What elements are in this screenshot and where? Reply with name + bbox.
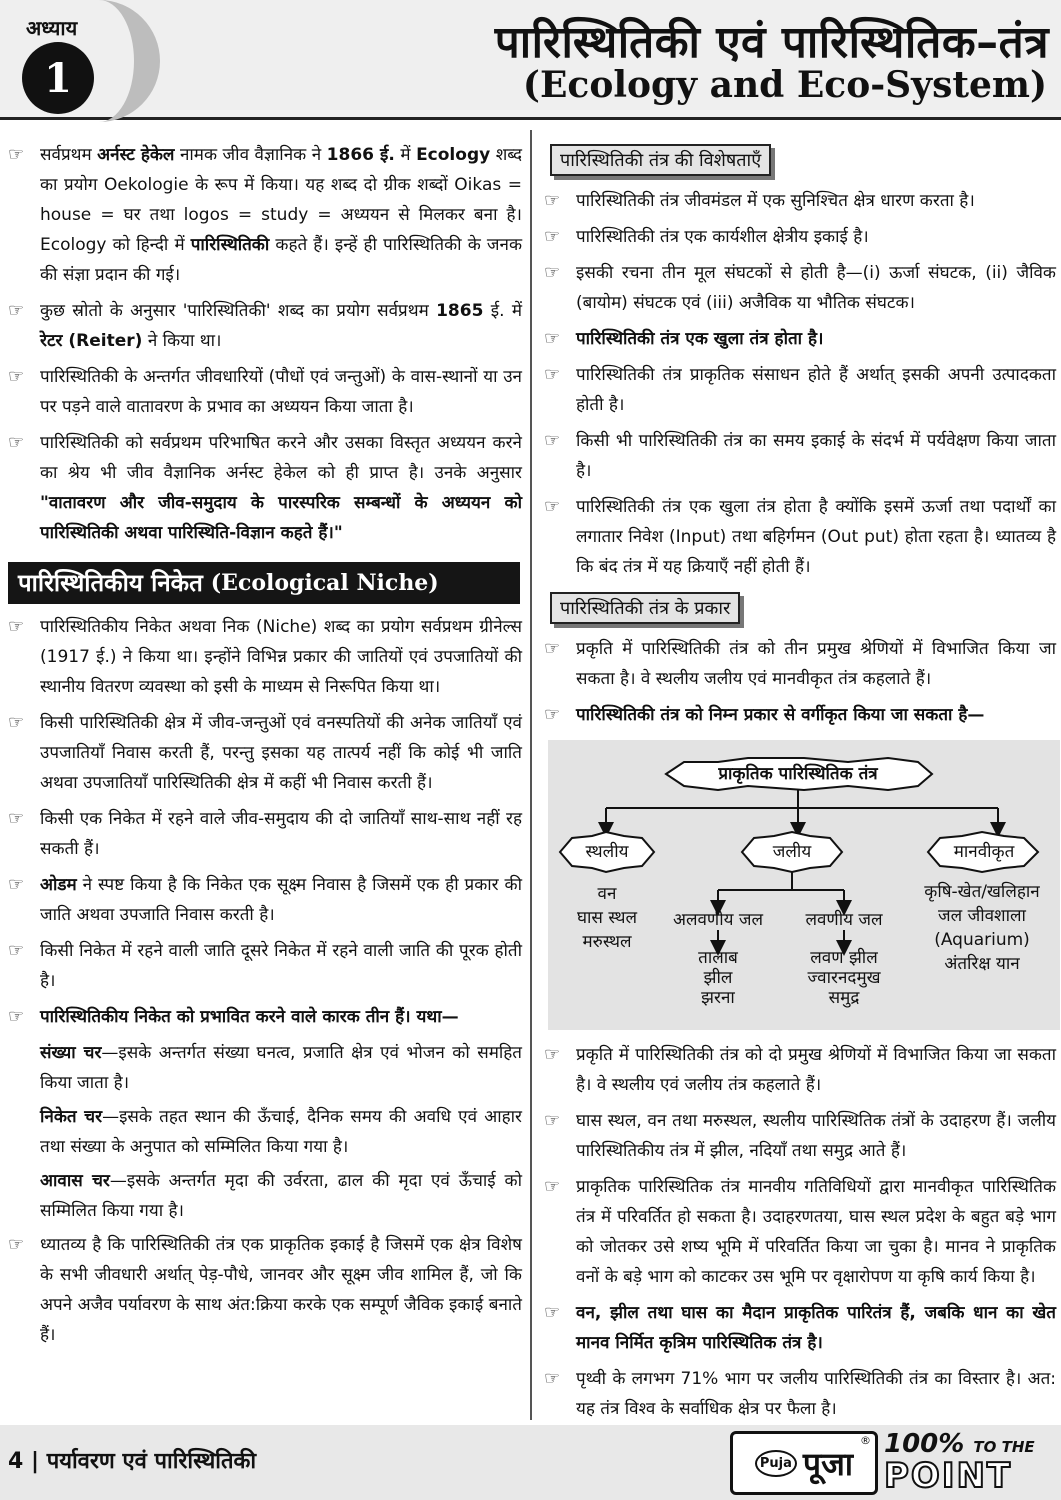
- text: पारिस्थितिकी तंत्र जीवमंडल में एक सुनिश्चित क्षेत्र धारण करता है।: [576, 191, 975, 211]
- diagram-saline-label: लवणीय जल: [805, 910, 883, 930]
- pointing-hand-icon: ☞: [544, 364, 561, 385]
- text: ने स्पष्ट किया है कि निकेत एक सूक्ष्म निवास है जिसमें एक ही प्रकार की जाति अथवा उपजाति निवास करती है।: [40, 875, 522, 925]
- section-heading-features: पारिस्थितिकी तंत्र की विशेषताएँ: [550, 144, 771, 176]
- text-bold: Ecology: [416, 145, 491, 165]
- types-point-6: [544, 1298, 1056, 1358]
- column-divider: [530, 130, 532, 1420]
- ecosystem-classification-diagram: [548, 740, 1060, 1030]
- diagram-terrestrial-label: स्थलीय: [585, 842, 629, 862]
- page-number: 4: [8, 1449, 24, 1474]
- text: पारिस्थितिकी तंत्र प्राकृतिक संसाधन होते हैं अर्थात् इसकी अपनी उत्पादकता होती है।: [576, 365, 1056, 415]
- niche-point-7: [8, 1230, 522, 1350]
- diagram-human-items: कृषि-खेत/खलिहान जल जीवशाला (Aquarium) अंतरिक्ष यान: [924, 882, 1040, 974]
- niche-point-4: [8, 870, 522, 930]
- text-bold: आवास चर: [40, 1171, 110, 1191]
- pointing-hand-icon: ☞: [544, 328, 561, 349]
- niche-point-1: [8, 612, 522, 702]
- footer-running-title: [8, 1445, 256, 1475]
- factor-number-variable: [8, 1038, 522, 1098]
- paragraph-reiter: [8, 296, 522, 356]
- text: किसी भी पारिस्थितिकी तंत्र का समय इकाई के संदर्भ में पर्यवेक्षण किया जाता है।: [576, 431, 1056, 481]
- text: घास स्थल, वन तथा मरुस्थल, स्थलीय पारिस्थितिक तंत्रों के उदाहरण हैं। जलीय पारिस्थितिकीय तंत्र में झील, नदियाँ तथा समुद्र आते हैं।: [576, 1111, 1056, 1161]
- feature-point-2: [544, 222, 1056, 252]
- chapter-header: [0, 0, 1061, 120]
- text: में: [394, 145, 417, 165]
- feature-point-1: [544, 186, 1056, 216]
- text: पृथ्वी के लगभग 71% भाग पर जलीय पारिस्थितिकी तंत्र का विस्तार है। अत: यह तंत्र विश्व के सर्वाधिक क्षेत्र पर फैला है।: [576, 1369, 1056, 1419]
- types-point-3: [544, 1040, 1056, 1100]
- left-column: [8, 140, 522, 1356]
- diagram-saline-items: लवण झील ज्वारनदमुख समुद्र: [807, 948, 881, 1008]
- pointing-hand-icon: ☞: [544, 704, 561, 725]
- pointing-hand-icon: ☞: [8, 808, 25, 829]
- text: कहते हैं। इन्हें ही पारिस्थितिकी के जनक की संज्ञा प्रदान की गई।: [40, 235, 522, 285]
- types-point-1: [544, 634, 1056, 694]
- heading-english: (Ecological Niche): [210, 570, 439, 596]
- text: नामक जीव वैज्ञानिक ने: [174, 145, 327, 165]
- text: पारिस्थितिकी तंत्र एक खुला तंत्र होता है क्योंकि इसमें ऊर्जा तथा पदार्थों का लगातार निवेश (Input) तथा बहिर्गमन (Out put) होता रहता है। ध्यातव्य है कि बंद तंत्र में यह क्रियाएँ नहीं होती हैं।: [576, 497, 1056, 577]
- text: —इसके अन्तर्गत मृदा की उर्वरता, ढाल की मृदा एवं ऊँचाई को सम्मिलित किया गया है।: [40, 1171, 522, 1221]
- page-footer: [0, 1425, 1061, 1500]
- text: पारिस्थितिकी को सर्वप्रथम परिभाषित करने और उसका विस्तृत अध्ययन करने का श्रेय भी जीव वैज्ञानिक अर्नस्ट हेकेल को ही प्राप्त है। उनके अनुसार: [40, 433, 522, 483]
- text: पारिस्थितिकी तंत्र एक कार्यशील क्षेत्रीय इकाई है।: [576, 227, 869, 247]
- chapter-number: 1: [22, 42, 94, 114]
- text: प्राकृतिक पारिस्थितिक तंत्र मानवीय गतिविधियों द्वारा मानवीकृत पारिस्थितिक तंत्र में परिवर्तित हो सकता है। उदाहरणतया, घास स्थल प्रदेश के बहुत बड़े भाग को जोतकर उसे शष्य भूमि में परिवर्तित किया जा चुका है। मानव ने प्राकृतिक वनों के बड़े भाग को काटकर उस भूमि पर वृक्षारोपण या कृषि कार्य किया है।: [576, 1177, 1056, 1287]
- pointing-hand-icon: ☞: [8, 874, 25, 895]
- paragraph-definition: [8, 428, 522, 548]
- text: सर्वप्रथम: [40, 145, 98, 165]
- pointing-hand-icon: ☞: [544, 1368, 561, 1389]
- heading-hindi: पारिस्थितिकीय निकेत: [18, 569, 203, 597]
- factor-niche-variable: [8, 1102, 522, 1162]
- right-column: [544, 140, 1056, 1430]
- pointing-hand-icon: ☞: [8, 300, 25, 321]
- text: पारिस्थितिकीय निकेत अथवा निक (Niche) शब्द का प्रयोग सर्वप्रथम ग्रीनेल्स (1917 ई.) ने किया था। इन्होंने विभिन्न प्रकार की जातियों एवं उपजातियों की स्थानीय वितरण व्यवस्था को इसी के माध्यम से निरूपित किया था।: [40, 617, 522, 697]
- pointing-hand-icon: ☞: [544, 226, 561, 247]
- text: —इसके अन्तर्गत संख्या घनत्व, प्रजाति क्षेत्र एवं भोजन को समहित किया जाता है।: [40, 1043, 522, 1093]
- text: वन, झील तथा घास का मैदान प्राकृतिक पारितंत्र हैं, जबकि धान का खेत मानव निर्मित कृत्रिम पारिस्थितिक तंत्र है।: [576, 1303, 1056, 1353]
- pointing-hand-icon: ☞: [544, 1302, 561, 1323]
- publisher-logo-name: पूजा: [802, 1444, 854, 1483]
- pointing-hand-icon: ☞: [544, 190, 561, 211]
- book-title: पर्यावरण एवं पारिस्थितिकी: [46, 1449, 257, 1474]
- types-point-2: [544, 700, 1056, 730]
- text-bold: पारिस्थितिकी: [190, 235, 270, 255]
- pointing-hand-icon: ☞: [8, 940, 25, 961]
- text: किसी पारिस्थितिकी क्षेत्र में जीव-जन्तुओं एवं वनस्पतियों की अनेक जातियाँ एवं उपजातियाँ निवास करती हैं, परन्तु इसका यह तात्पर्य नहीं कि कोई भी जाति अथवा उपजातियाँ पारिस्थितिकी क्षेत्र में कहीं भी निवास करती हैं।: [40, 713, 522, 793]
- diagram-root-label: प्राकृतिक पारिस्थितिक तंत्र: [718, 764, 878, 784]
- publisher-logo-small: Puja: [755, 1450, 797, 1477]
- paragraph-haeckel: [8, 140, 522, 290]
- pointing-hand-icon: ☞: [544, 1110, 561, 1131]
- slogan-to-the: TO THE: [973, 1438, 1035, 1456]
- text-bold: 1865: [436, 301, 484, 321]
- text: इसकी रचना तीन मूल संघटकों से होती है—(i) ऊर्जा संघटक, (ii) जैविक (बायोम) संघटक एवं (iii) अजैविक या भौतिक संघटक।: [576, 263, 1056, 313]
- text: —इसके तहत स्थान की ऊँचाई, दैनिक समय की अवधि एवं आहार तथा संख्या के अनुपात को सम्मिलित किया गया है।: [40, 1107, 522, 1157]
- footer-separator: |: [30, 1449, 40, 1474]
- section-heading-ecological-niche: [8, 562, 520, 604]
- pointing-hand-icon: ☞: [8, 144, 25, 165]
- feature-point-6: [544, 426, 1056, 486]
- types-point-4: [544, 1106, 1056, 1166]
- chapter-label: अध्याय: [26, 16, 78, 40]
- text-bold: ओडम: [40, 875, 77, 895]
- feature-point-4: [544, 324, 1056, 354]
- pointing-hand-icon: ☞: [544, 1176, 561, 1197]
- slogan-badge: [884, 1429, 1054, 1495]
- diagram-aquatic-label: जलीय: [772, 842, 812, 862]
- text: पारिस्थितिकी के अन्तर्गत जीवधारियों (पौधों एवं जन्तुओं) के वास-स्थानों या उन पर पड़ने वाले वातावरण के प्रभाव का अध्ययन किया जाता है।: [40, 367, 522, 417]
- text: पारिस्थितिकी तंत्र को निम्न प्रकार से वर्गीकृत किया जा सकता है—: [576, 705, 985, 725]
- pointing-hand-icon: ☞: [544, 496, 561, 517]
- slogan-point: POINT: [884, 1456, 1013, 1496]
- niche-point-6: [8, 1002, 522, 1032]
- text-bold: 1866 ई.: [326, 145, 395, 165]
- niche-point-3: [8, 804, 522, 864]
- feature-point-3: [544, 258, 1056, 318]
- chapter-title-hindi: पारिस्थितिकी एवं पारिस्थितिक–तंत्र: [494, 17, 1049, 68]
- niche-point-2: [8, 708, 522, 798]
- text: ने किया था।: [142, 331, 222, 351]
- text: पारिस्थितिकीय निकेत को प्रभावित करने वाले कारक तीन हैं। यथा—: [40, 1007, 459, 1027]
- factor-habitat-variable: [8, 1166, 522, 1226]
- text: ध्यातव्य है कि पारिस्थितिकी तंत्र एक प्राकृतिक इकाई है जिसमें एक क्षेत्र विशेष के सभी जीवधारी अर्थात् पेड़-पौधे, जानवर और सूक्ष्म जीव शामिल हैं, जो कि अपने अजैव पर्यावरण के साथ अंत:क्रिया करके एक सम्पूर्ण जैविक इकाई बनाते हैं।: [40, 1235, 522, 1345]
- diagram-freshwater-items: तालाब झील झरना: [698, 948, 738, 1008]
- text: किसी निकेत में रहने वाली जाति दूसरे निकेत में रहने वाली जाति की पूरक होती है।: [40, 941, 522, 991]
- diagram-human-label: मानवीकृत: [953, 842, 1015, 862]
- pointing-hand-icon: ☞: [8, 616, 25, 637]
- slogan-top: [884, 1429, 1054, 1459]
- slogan-percent: 100%: [884, 1429, 965, 1459]
- feature-point-7: [544, 492, 1056, 582]
- diagram-freshwater-label: अलवणीय जल: [672, 910, 764, 930]
- text-bold: अर्नस्ट हेकेल: [97, 145, 175, 165]
- text: शब्द का प्रयोग Oekologie के रूप में किया। यह शब्द दो ग्रीक शब्दों Oikas = house = घर तथा logos = study = अध्ययन से मिलकर बना है। Ecology को हिन्दी में: [40, 145, 522, 255]
- pointing-hand-icon: ☞: [544, 262, 561, 283]
- diagram-terrestrial-items: वन घास स्थल मरुस्थल: [576, 884, 637, 952]
- text: कुछ स्रोतो के अनुसार 'पारिस्थितिकी' शब्द का प्रयोग सर्वप्रथम: [40, 301, 437, 321]
- section-heading-types: पारिस्थितिकी तंत्र के प्रकार: [550, 592, 740, 624]
- text: प्रकृति में पारिस्थितिकी तंत्र को दो प्रमुख श्रेणियों में विभाजित किया जा सकता है। वे स्थलीय एवं जलीय तंत्र कहलाते हैं।: [576, 1045, 1056, 1095]
- pointing-hand-icon: ☞: [544, 638, 561, 659]
- paragraph-habitat-study: [8, 362, 522, 422]
- types-point-5: [544, 1172, 1056, 1292]
- pointing-hand-icon: ☞: [8, 1234, 25, 1255]
- publisher-logo: [730, 1431, 878, 1495]
- text-bold: "वातावरण और जीव-समुदाय के पारस्परिक सम्बन्धों के अध्ययन को पारिस्थितिकी अथवा पारिस्थिति-विज्ञान कहते हैं।": [40, 493, 522, 543]
- text-bold: रेटर (Reiter): [40, 331, 143, 351]
- pointing-hand-icon: ☞: [544, 430, 561, 451]
- text: पारिस्थितिकी तंत्र एक खुला तंत्र होता है।: [576, 329, 824, 349]
- text: प्रकृति में पारिस्थितिकी तंत्र को तीन प्रमुख श्रेणियों में विभाजित किया जा सकता है। वे स्थलीय जलीय एवं मानवीकृत तंत्र कहलाते हैं।: [576, 639, 1056, 689]
- pointing-hand-icon: ☞: [8, 366, 25, 387]
- pointing-hand-icon: ☞: [8, 712, 25, 733]
- text: किसी एक निकेत में रहने वाले जीव-समुदाय की दो जातियाँ साथ-साथ नहीं रह सकती हैं।: [40, 809, 522, 859]
- feature-point-5: [544, 360, 1056, 420]
- pointing-hand-icon: ☞: [544, 1044, 561, 1065]
- text: ई. में: [483, 301, 522, 321]
- text-bold: निकेत चर: [40, 1107, 103, 1127]
- pointing-hand-icon: ☞: [8, 432, 25, 453]
- niche-point-5: [8, 936, 522, 996]
- chapter-title-english: (Ecology and Eco-System): [522, 64, 1047, 106]
- text-bold: संख्या चर: [40, 1043, 102, 1063]
- pointing-hand-icon: ☞: [8, 1006, 25, 1027]
- types-point-7: [544, 1364, 1056, 1424]
- registered-mark: ®: [860, 1434, 871, 1447]
